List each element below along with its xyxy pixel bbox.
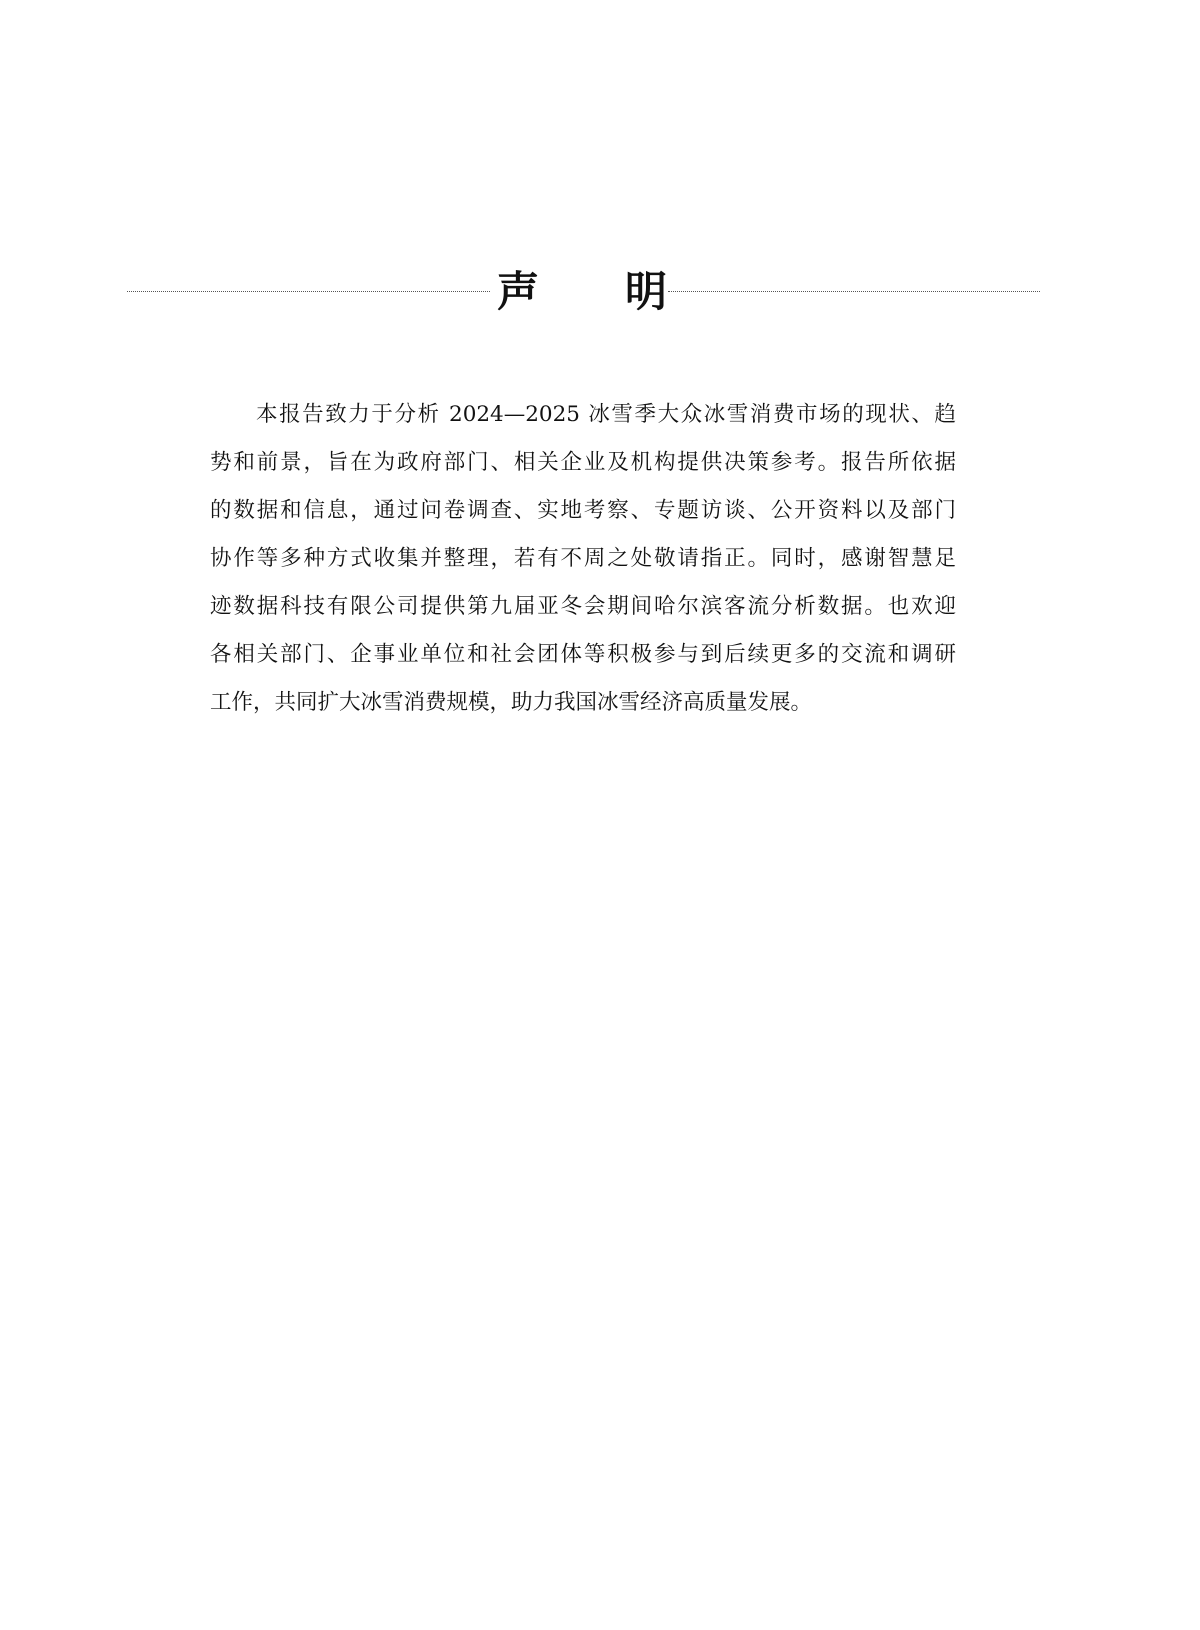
paragraph-line: 工作，共同扩大冰雪消费规模，助力我国冰雪经济高质量发展。 [210,690,813,715]
paragraph-line: 的数据和信息，通过问卷调查、实地考察、专题访谈、公开资料以及部门 [210,498,956,523]
title-rule-right [668,291,1040,292]
paragraph-line: 协作等多种方式收集并整理，若有不周之处敬请指正。同时，感谢智慧足 [210,546,956,571]
paragraph-line: 迹数据科技有限公司提供第九届亚冬会期间哈尔滨客流分析数据。也欢迎 [210,594,956,619]
page-title-char-1: 声 [497,267,540,316]
paragraph-line: 本报告致力于分析 2024—2025 冰雪季大众冰雪消费市场的现状、趋 [256,402,956,427]
page-title-char-2: 明 [625,267,668,316]
paragraph-line: 各相关部门、企事业单位和社会团体等积极参与到后续更多的交流和调研 [210,642,956,667]
title-rule-left [127,291,490,292]
paragraph-line: 势和前景，旨在为政府部门、相关企业及机构提供决策参考。报告所依据 [210,450,956,475]
